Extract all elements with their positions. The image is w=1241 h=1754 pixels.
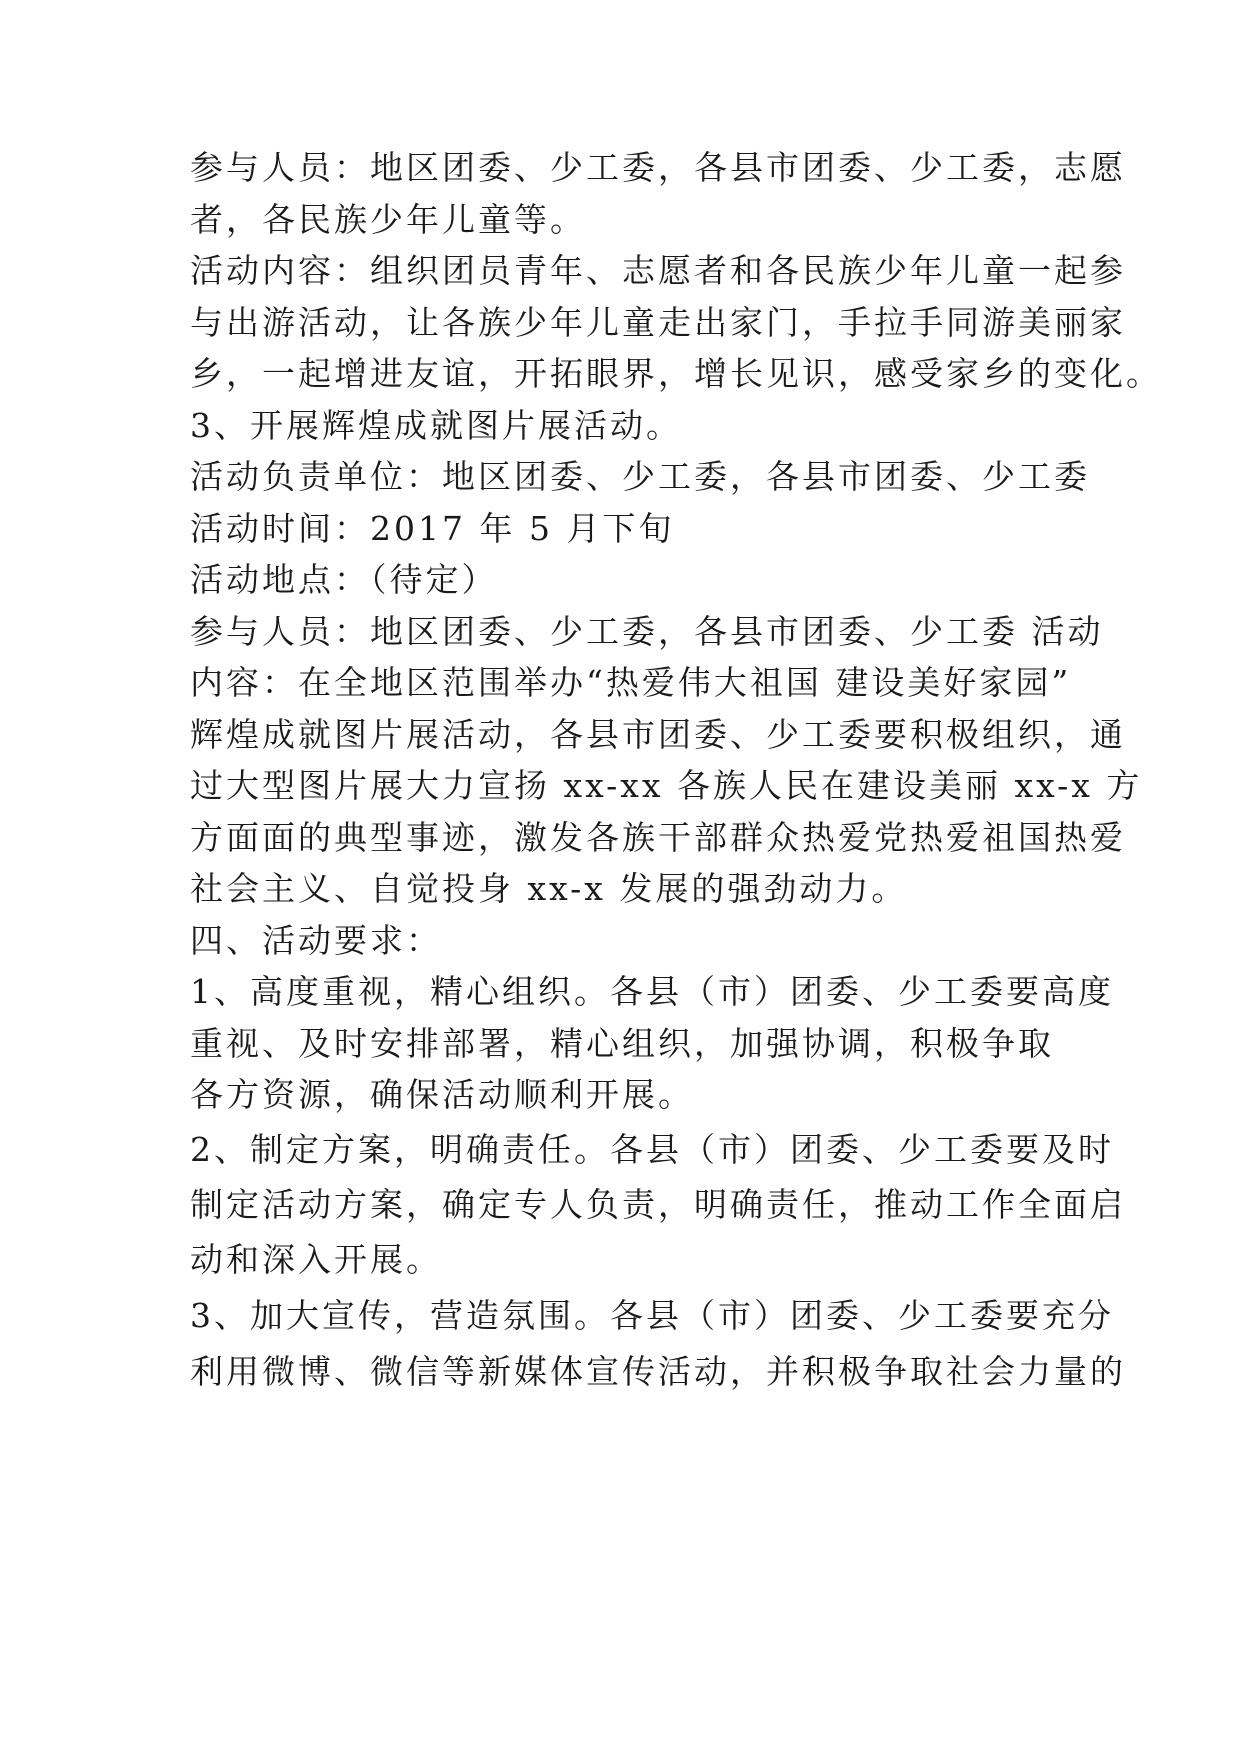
text-line: 乡，一起增进友谊，开拓眼界，增长见识，感受家乡的变化。 <box>190 354 1162 393</box>
text-line: 内容：在全地区范围举办“热爱伟大祖国 建设美好家园” <box>190 663 1072 702</box>
text-line: 1、高度重视，精心组织。各县（市）团委、少工委要高度 <box>190 972 1114 1011</box>
text-line: 活动负责单位：地区团委、少工委，各县市团委、少工委 <box>190 457 1090 496</box>
text-line: 动和深入开展。 <box>190 1240 442 1279</box>
text-line: 活动内容：组织团员青年、志愿者和各民族少年儿童一起参 <box>190 251 1126 290</box>
text-line: 参与人员：地区团委、少工委，各县市团委、少工委，志愿 <box>190 148 1126 187</box>
text-line: 活动地点：（待定） <box>190 560 498 599</box>
text-line: 2、制定方案，明确责任。各县（市）团委、少工委要及时 <box>190 1130 1114 1169</box>
text-line: 社会主义、自觉投身 xx-x 发展的强劲动力。 <box>190 869 908 908</box>
text-line: 方面面的典型事迹，激发各族干部群众热爱党热爱祖国热爱 <box>190 818 1126 857</box>
text-line: 活动时间：2017 年 5 月下旬 <box>190 509 675 548</box>
text-line: 重视、及时安排部署，精心组织，加强协调，积极争取 <box>190 1024 1054 1063</box>
text-line: 者，各民族少年儿童等。 <box>190 200 586 239</box>
section-heading: 3、开展辉煌成就图片展活动。 <box>190 406 682 445</box>
text-line: 过大型图片展大力宣扬 xx-xx 各族人民在建设美丽 xx-x 方 <box>190 766 1143 805</box>
text-line: 与出游活动，让各族少年儿童走出家门，手拉手同游美丽家 <box>190 303 1126 342</box>
text-line: 制定活动方案，确定专人负责，明确责任，推动工作全面启 <box>190 1185 1126 1224</box>
text-line: 3、加大宣传，营造氛围。各县（市）团委、少工委要充分 <box>190 1296 1114 1335</box>
text-line: 各方资源，确保活动顺利开展。 <box>190 1075 694 1114</box>
text-line: 利用微博、微信等新媒体宣传活动，并积极争取社会力量的 <box>190 1352 1126 1391</box>
section-heading: 四、活动要求： <box>190 921 442 960</box>
text-line: 辉煌成就图片展活动，各县市团委、少工委要积极组织，通 <box>190 715 1126 754</box>
text-line: 参与人员：地区团委、少工委，各县市团委、少工委 活动 <box>190 612 1104 651</box>
